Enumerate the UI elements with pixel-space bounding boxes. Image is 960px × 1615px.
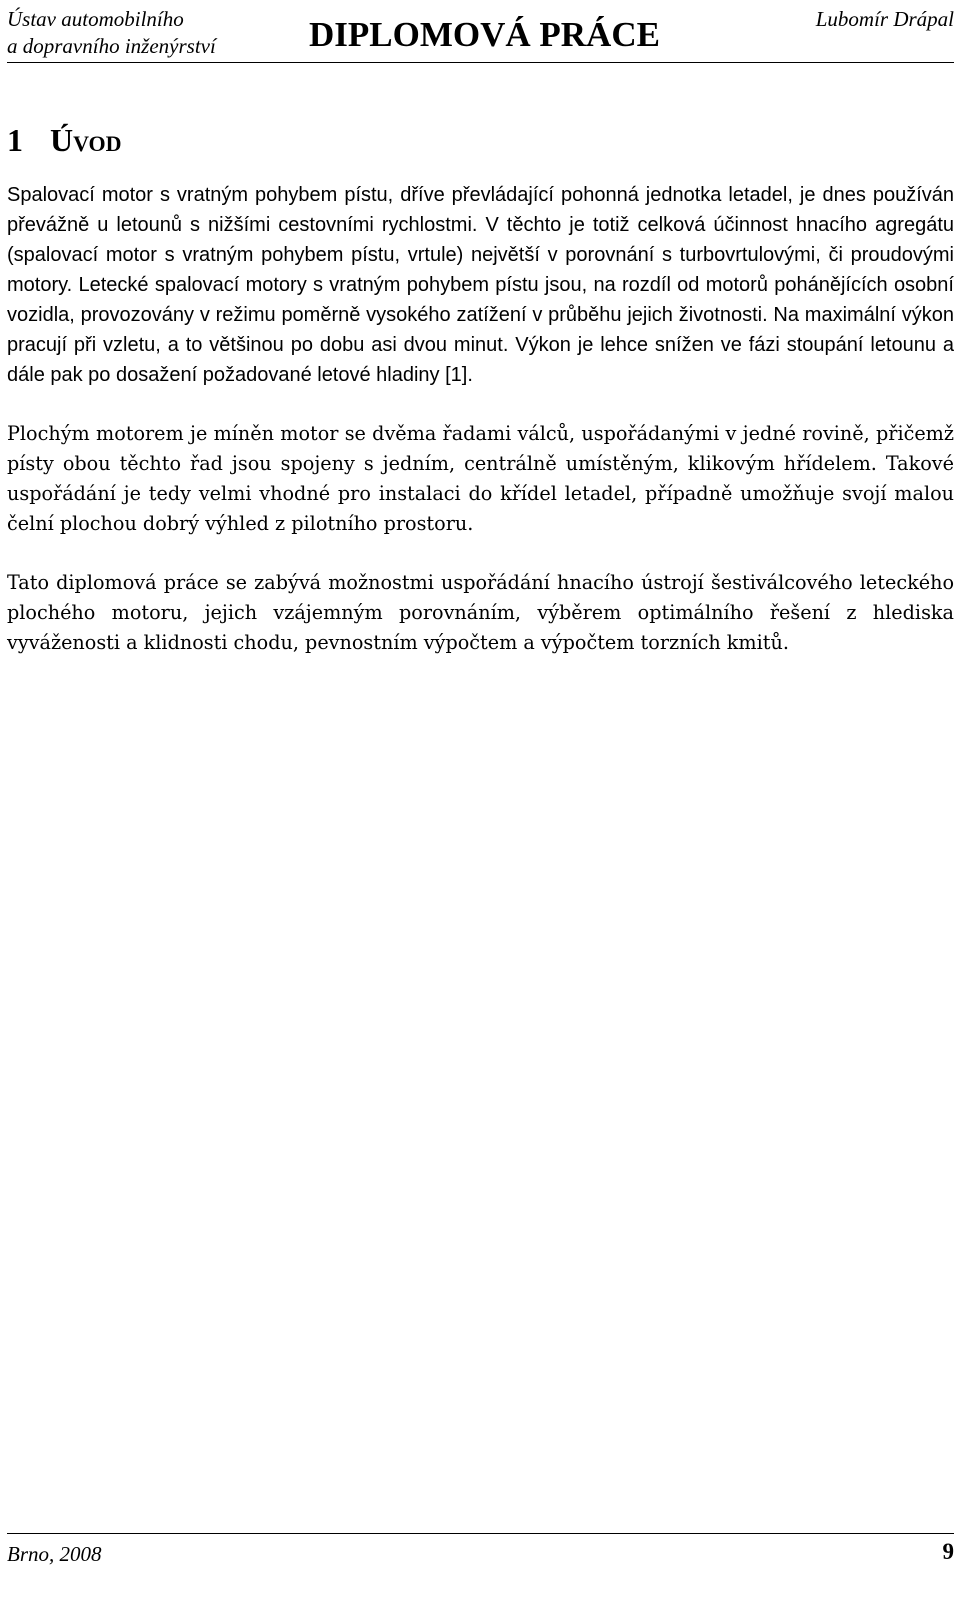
chapter-title: Úvod — [50, 122, 122, 158]
chapter-number: 1 — [7, 122, 23, 158]
page-footer — [7, 1533, 954, 1574]
document-type-title: DIPLOMOVÁ PRÁCE — [309, 15, 660, 54]
institute-name — [7, 6, 216, 60]
institute-name-line-1: Ústav automobilního — [7, 7, 184, 31]
chapter-heading — [7, 120, 122, 160]
author-name: Lubomír Drápal — [815, 7, 954, 31]
paragraph: Tato diplomová práce se zabývá možnostmi uspořádání hnacího ústrojí šestiválcového leteckého plochého motoru, jejich vzájemným porovnáním, výběrem optimálního řešení z hlediska vyváženosti a klidnosti chodu, pevnostním výpočtem a výpočtem torzních kmitů. — [7, 571, 954, 654]
institute-name-line-2: a dopravního inženýrství — [7, 34, 216, 58]
place-year: Brno, 2008 — [7, 1542, 102, 1566]
paragraph: Plochým motorem je míněn motor se dvěma řadami válců, uspořádanými v jedné rovině, přičemž písty obou těchto řad jsou spojeny s jedním, centrálně umístěným, klikovým hřídelem. Takové uspořádání je tedy velmi vhodné pro instalaci do křídel letadel, případně umožňuje svojí malou čelní plochou dobrý výhled z pilotního prostoru. — [7, 422, 954, 535]
page-header — [7, 2, 954, 63]
paragraph: Spalovací motor s vratným pohybem pístu, dříve převládající pohonná jednotka letadel, je dnes používán převážně u letounů s nižšími cestovními rychlostmi. V těchto je totiž celková účinnost hnacího agregátu (spalovací motor s vratným pohybem pístu, vrtule) největší v porovnání s turbovrtulovými, či proudovými motory. Letecké spalovací motory s vratným pohybem pístu jsou, na rozdíl od motorů pohánějících osobní vozidla, provozovány v režimu poměrně vysokého zatížení v průběhu jejich životnosti. Na maximální výkon pracují při vzletu, a to většinou po dobu asi dvou minut. Výkon je lehce snížen ve fázi stoupání letounu a dále pak po dosažení požadované letové hladiny [1]. — [7, 184, 954, 386]
page-number: 9 — [942, 1539, 954, 1564]
body-text — [7, 180, 954, 687]
